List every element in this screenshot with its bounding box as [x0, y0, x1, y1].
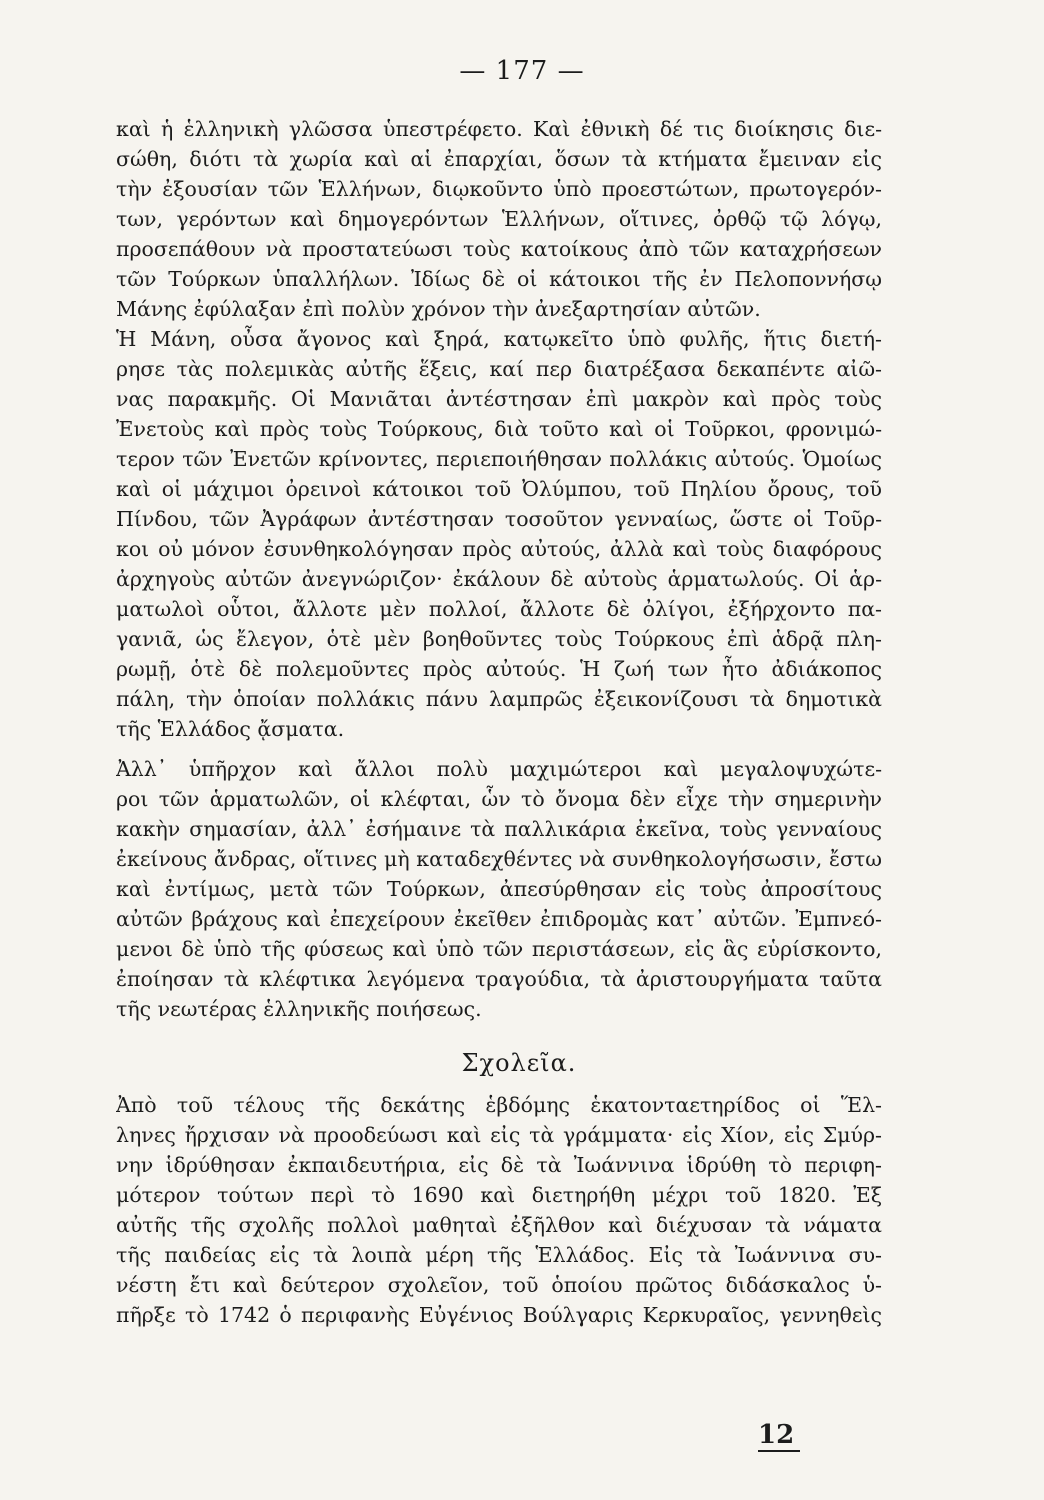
text-line: Ἀπὸ τοῦ τέλους τῆς δεκάτης ἑβδόμης ἑκατονταετηρίδος οἱ Ἕλ-	[116, 1093, 882, 1117]
text-line: ἐκείνους ἄνδρας, οἵτινες μὴ καταδεχθέντες νὰ συνθηκολογήσωσιν, ἔστω	[116, 847, 882, 871]
text-line: κοι οὐ μόνον ἐσυνθηκολόγησαν πρὸς αὐτούς, ἀλλὰ καὶ τοὺς διαφόρους	[116, 537, 882, 561]
text-line: Ἡ Μάνη, οὖσα ἄγονος καὶ ξηρά, κατῳκεῖτο ὑπὸ φυλῆς, ἥτις διετή-	[116, 327, 882, 351]
text-line: μότερον τούτων περὶ τὸ 1690 καὶ διετηρήθη μέχρι τοῦ 1820. Ἐξ	[116, 1183, 882, 1207]
section-paragraph	[116, 1090, 882, 1330]
text-line: αὐτῶν βράχους καὶ ἐπεχείρουν ἐκεῖθεν ἐπιδρομὰς κατ᾽ αὐτῶν. Ἐμπνεό-	[116, 907, 882, 931]
text-line: ρησε τὰς πολεμικὰς αὐτῆς ἕξεις, καί περ διατρέξασα δεκαπέντε αἰῶ-	[116, 357, 882, 381]
text-line: τῶν Τούρκων ὑπαλλήλων. Ἰδίως δὲ οἱ κάτοικοι τῆς ἐν Πελοποννήσῳ	[116, 267, 882, 291]
text-line: μενοι δὲ ὑπὸ τῆς φύσεως καὶ ὑπὸ τῶν περιστάσεων, εἰς ἃς εὑρίσκοντο,	[116, 937, 882, 961]
signature-number: 12	[758, 1420, 800, 1452]
text-line: τερον τῶν Ἐνετῶν κρίνοντες, περιεποιήθησαν πολλάκις αὐτούς. Ὁμοίως	[116, 447, 882, 471]
text-line: σώθη, διότι τὰ χωρία καὶ αἱ ἐπαρχίαι, ὅσων τὰ κτήματα ἔμειναν εἰς	[116, 147, 882, 171]
page-number: — 177 —	[459, 56, 585, 86]
text-line: Ἀλλ᾽ ὑπῆρχον καὶ ἄλλοι πολὺ μαχιμώτεροι καὶ μεγαλοψυχώτε-	[116, 757, 882, 781]
text-line: ληνες ἤρχισαν νὰ προοδεύωσι καὶ εἰς τὰ γράμματα· εἰς Χίον, εἰς Σμύρ-	[116, 1123, 882, 1147]
text-line: νην ἱδρύθησαν ἐκπαιδευτήρια, εἰς δὲ τὰ Ἰωάννινα ἱδρύθη τὸ περιφη-	[116, 1153, 882, 1177]
text-line: προσεπάθουν νὰ προστατεύωσι τοὺς κατοίκους ἀπὸ τῶν καταχρήσεων	[116, 237, 882, 261]
paragraph-3	[116, 754, 882, 1024]
text-line: νας παρακμῆς. Οἱ Μανιᾶται ἀντέστησαν ἐπὶ μακρὸν καὶ πρὸς τοὺς	[116, 387, 882, 411]
body-text	[116, 114, 882, 1330]
text-line: κακὴν σημασίαν, ἀλλ᾽ ἐσήμαινε τὰ παλλικάρια ἐκεῖνα, τοὺς γενναίους	[116, 817, 882, 841]
section-title: Σχολεῖα.	[461, 1049, 577, 1077]
paragraph-2	[116, 324, 882, 744]
text-line: αὐτῆς τῆς σχολῆς πολλοὶ μαθηταὶ ἐξῆλθον καὶ διέχυσαν τὰ νάματα	[116, 1213, 882, 1237]
text-line: τῆς παιδείας εἰς τὰ λοιπὰ μέρη τῆς Ἑλλάδος. Εἰς τὰ Ἰωάννινα συ-	[116, 1243, 882, 1267]
text-line: ροι τῶν ἁρματωλῶν, οἱ κλέφται, ὧν τὸ ὄνομα δὲν εἶχε τὴν σημερινὴν	[116, 787, 882, 811]
text-line: ρωμῇ, ὁτὲ δὲ πολεμοῦντες πρὸς αὐτούς. Ἡ ζωή των ἦτο ἀδιάκοπος	[116, 657, 882, 681]
text-line: ματωλοὶ οὗτοι, ἄλλοτε μὲν πολλοί, ἄλλοτε δὲ ὀλίγοι, ἐξήρχοντο πα-	[116, 597, 882, 621]
text-line: γανιᾶ, ὡς ἔλεγον, ὁτὲ μὲν βοηθοῦντες τοὺς Τούρκους ἐπὶ ἁδρᾷ πλη-	[116, 627, 882, 651]
text-line: καὶ οἱ μάχιμοι ὀρεινοὶ κάτοικοι τοῦ Ὀλύμπου, τοῦ Πηλίου ὄρους, τοῦ	[116, 477, 882, 501]
text-line: πῆρξε τὸ 1742 ὁ περιφανὴς Εὐγένιος Βούλγαρις Κερκυραῖος, γεννηθεὶς	[116, 1303, 882, 1327]
text-line: Μάνης ἐφύλαξαν ἐπὶ πολὺν χρόνον τὴν ἀνεξαρτησίαν αὐτῶν.	[116, 297, 761, 321]
signature-mark	[758, 1420, 800, 1450]
text-line: τῆς Ἑλλάδος ᾄσματα.	[116, 717, 345, 741]
text-line: τὴν ἐξουσίαν τῶν Ἑλλήνων, διῳκοῦντο ὑπὸ προεστώτων, πρωτογερόν-	[116, 177, 882, 201]
text-line: καὶ ἡ ἑλληνικὴ γλῶσσα ὑπεστρέφετο. Καὶ ἐθνικὴ δέ τις διοίκησις διε-	[116, 117, 882, 141]
text-line: ἐποίησαν τὰ κλέφτικα λεγόμενα τραγούδια, τὰ ἀριστουργήματα ταῦτα	[116, 967, 882, 991]
text-line: τῆς νεωτέρας ἑλληνικῆς ποιήσεως.	[116, 997, 482, 1021]
text-line: πάλη, τὴν ὁποίαν πολλάκις πάνυ λαμπρῶς ἐξεικονίζουσι τὰ δημοτικὰ	[116, 687, 882, 711]
text-line: καὶ ἐντίμως, μετὰ τῶν Τούρκων, ἀπεσύρθησαν εἰς τοὺς ἀπροσίτους	[116, 877, 882, 901]
text-line: των, γερόντων καὶ δημογερόντων Ἑλλήνων, οἵτινες, ὀρθῷ τῷ λόγῳ,	[116, 207, 882, 231]
paragraph-1	[116, 114, 882, 324]
text-line: νέστη ἔτι καὶ δεύτερον σχολεῖον, τοῦ ὁποίου πρῶτος διδάσκαλος ὑ-	[116, 1273, 882, 1297]
text-line: Πίνδου, τῶν Ἀγράφων ἀντέστησαν τοσοῦτον γενναίως, ὥστε οἱ Τοῦρ-	[116, 507, 882, 531]
text-line: ἀρχηγοὺς αὐτῶν ἀνεγνώριζον· ἐκάλουν δὲ αὐτοὺς ἁρματωλούς. Οἱ ἁρ-	[116, 567, 882, 591]
text-line: Ἐνετοὺς καὶ πρὸς τοὺς Τούρκους, διὰ τοῦτο καὶ οἱ Τοῦρκοι, φρονιμώ-	[116, 417, 882, 441]
